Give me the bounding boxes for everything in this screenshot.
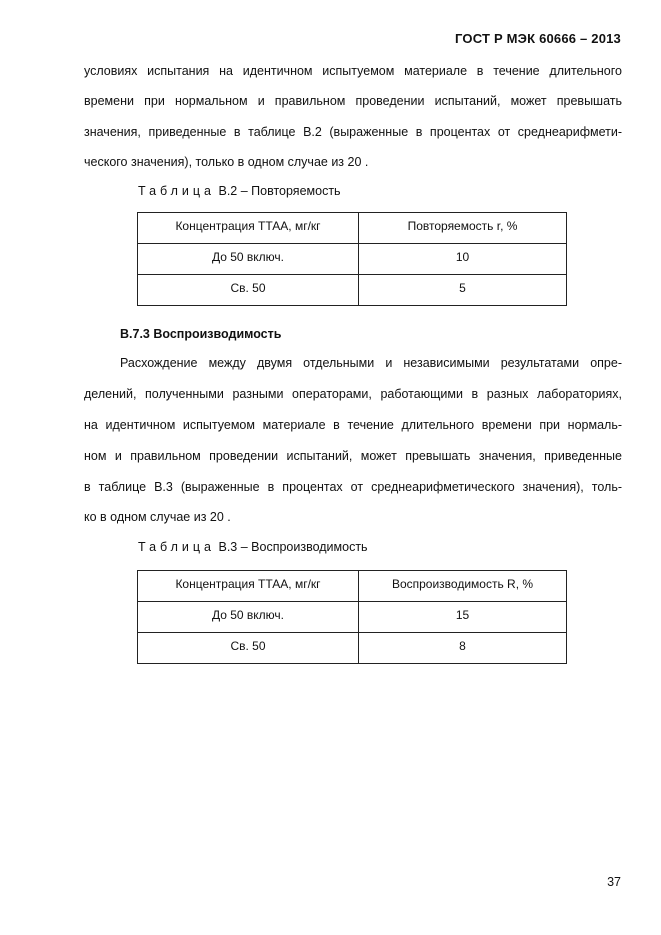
text-line: ко в одном случае из 20 . [84,510,231,524]
table-cell: До 50 включ. [138,244,359,275]
text-line: ном и правильном проведении испытаний, может превышать значения, приведенные [84,449,622,463]
text-line: в таблице В.3 (выраженные в процентах от среднеарифметического значения), толь- [84,480,622,494]
table-header-cell: Концентрация ТТАА, мг/кг [138,213,359,244]
text-line: условиях испытания на идентичном испытуемом материале в течение длительного [84,64,622,78]
text-line: значения, приведенные в таблице В.2 (выраженные в процентах от среднеарифмети- [84,125,622,139]
caption-title: В.2 – Повторяемость [218,184,341,198]
table-cell: 8 [359,633,567,664]
table-row [138,633,567,664]
table-cell: Св. 50 [138,275,359,306]
caption-word: Таблица [138,540,216,554]
table-header-row [138,571,567,602]
table-cell: 15 [359,602,567,633]
table-cell: 5 [359,275,567,306]
table-header-cell: Концентрация ТТАА, мг/кг [138,571,359,602]
text-line: ческого значения), только в одном случае из 20 . [84,155,369,169]
table-cell: 10 [359,244,567,275]
table-header-cell: Воспроизводимость R, % [359,571,567,602]
text-line: делений, полученными разными операторами, работающими в разных лабораториях, [84,387,622,401]
table-header-row [138,213,567,244]
table-row [138,275,567,306]
table-row [138,244,567,275]
text-line: на идентичном испытуемом материале в течение длительного времени при нормаль- [84,418,622,432]
table-row [138,602,567,633]
table-b3-caption [138,540,368,554]
caption-word: Таблица [138,184,216,198]
table-b2-caption [138,184,341,198]
section-heading: В.7.3 Воспроизводимость [120,327,282,341]
document-code-header: ГОСТ Р МЭК 60666 – 2013 [455,31,621,46]
text-line: времени при нормальном и правильном проведении испытаний, может превышать [84,94,622,108]
caption-title: В.3 – Воспроизводимость [218,540,368,554]
table-cell: До 50 включ. [138,602,359,633]
table-b2-repeatability [137,212,567,306]
table-b3-reproducibility [137,570,567,664]
table-cell: Св. 50 [138,633,359,664]
table-header-cell: Повторяемость r, % [359,213,567,244]
page-number: 37 [607,875,621,889]
text-line: Расхождение между двумя отдельными и независимыми результатами опре- [120,356,622,370]
